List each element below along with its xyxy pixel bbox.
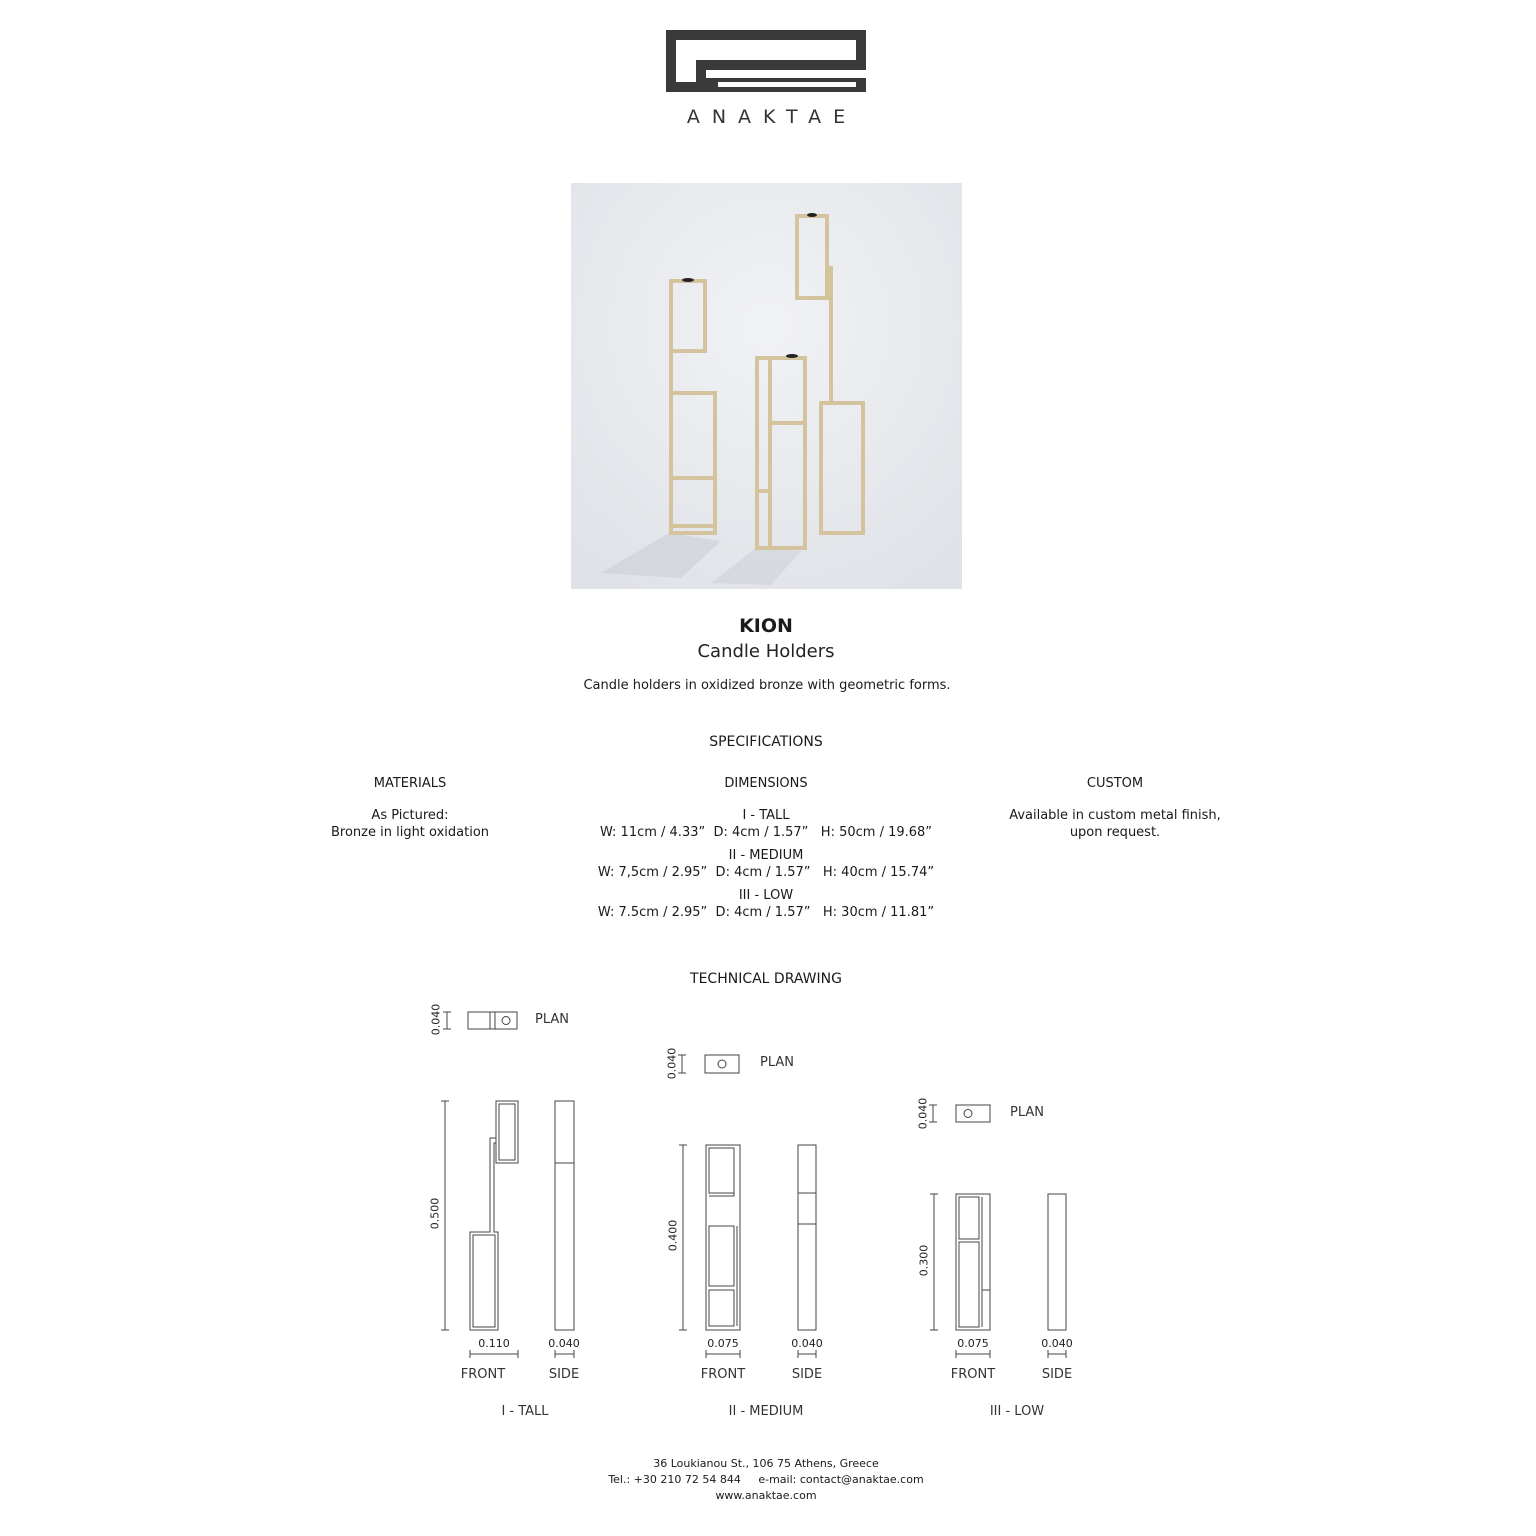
- plan-label: PLAN: [1010, 1105, 1044, 1120]
- depth-dimension: 0.040: [1041, 1337, 1073, 1350]
- custom-line-2: upon request.: [1069, 825, 1161, 840]
- drawing-name: III - LOW: [989, 1404, 1045, 1419]
- materials-line-2: Bronze in light oxidation: [330, 825, 490, 840]
- plan-label: PLAN: [760, 1055, 794, 1070]
- product-description: Candle holders in oxidized bronze with geometric forms.: [583, 678, 951, 693]
- plan-depth-dimension: 0.040: [429, 1003, 443, 1036]
- dimension-name: III - LOW: [738, 888, 794, 903]
- plan-depth-dimension: 0.040: [665, 1047, 679, 1080]
- footer-address: 36 Loukianou St., 106 75 Athens, Greece: [653, 1457, 879, 1470]
- height-dimension: 0.300: [917, 1244, 931, 1277]
- width-dimension: 0.075: [957, 1337, 989, 1350]
- height-dimension: 0.400: [666, 1219, 680, 1252]
- footer: [0, 1456, 1532, 1504]
- materials-heading: MATERIALS: [373, 776, 447, 791]
- front-label: FRONT: [460, 1367, 506, 1382]
- custom-line-1: Available in custom metal finish,: [1009, 808, 1221, 823]
- materials-line-1: As Pictured:: [371, 808, 449, 823]
- height-dimension: 0.500: [428, 1197, 442, 1230]
- footer-contact: Tel.: +30 210 72 54 844 e-mail: contact@anaktae.com: [608, 1473, 924, 1486]
- dimension-values: W: 7,5cm / 2.95” D: 4cm / 1.57” H: 40cm / 15.74”: [597, 865, 935, 880]
- front-label: FRONT: [700, 1367, 746, 1382]
- brand-name: ANAKTAE: [686, 106, 858, 128]
- product-title: KION: [739, 615, 793, 637]
- plan-label: PLAN: [535, 1012, 569, 1027]
- custom-heading: CUSTOM: [1086, 776, 1144, 791]
- plan-depth-dimension: 0.040: [916, 1097, 930, 1130]
- depth-dimension: 0.040: [791, 1337, 823, 1350]
- dimension-name: II - MEDIUM: [728, 848, 804, 863]
- drawing-name: II - MEDIUM: [728, 1404, 804, 1419]
- width-dimension: 0.075: [707, 1337, 739, 1350]
- dimension-values: W: 11cm / 4.33” D: 4cm / 1.57” H: 50cm / 19.68”: [599, 825, 933, 840]
- product-subtitle: Candle Holders: [697, 641, 835, 662]
- drawing-name: I - TALL: [501, 1404, 549, 1419]
- dimension-values: W: 7.5cm / 2.95” D: 4cm / 1.57” H: 30cm / 11.81”: [597, 905, 935, 920]
- specifications-heading: SPECIFICATIONS: [709, 734, 823, 750]
- dimensions-heading: DIMENSIONS: [724, 776, 808, 791]
- technical-drawing-heading: TECHNICAL DRAWING: [690, 971, 842, 987]
- side-label: SIDE: [1041, 1367, 1073, 1382]
- width-dimension: 0.110: [478, 1337, 510, 1350]
- front-label: FRONT: [950, 1367, 996, 1382]
- side-label: SIDE: [548, 1367, 580, 1382]
- depth-dimension: 0.040: [548, 1337, 580, 1350]
- footer-website[interactable]: www.anaktae.com: [715, 1489, 817, 1502]
- dimension-name: I - TALL: [742, 808, 790, 823]
- side-label: SIDE: [791, 1367, 823, 1382]
